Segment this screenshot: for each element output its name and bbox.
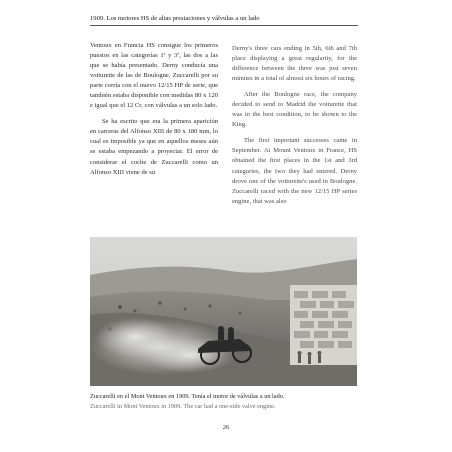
photo-illustration: [90, 237, 357, 386]
english-paragraph-1: Derny's three cars ending in 5th, 6th and 7th place displaying a great regularity, for the difference between the three was just seven minutes in a total of almost six hours of racing.: [232, 45, 357, 83]
english-paragraph-2: After the Boulogne race, the company decided to send to Madrid the voiturette that was in the best condition, to be shown to the King.: [232, 91, 357, 129]
english-paragraph-3: The first important successes came in September. At Mount Ventoux in France, HS obtained the first places in the 1st and 3rd categories, the two they had entered. Derny drove one of the voiturette's used in Boulogne. Zuccarelli raced with the new 12/15 HP series engine, that was also: [232, 137, 357, 205]
running-header: 1909. Los motores HS de altas prestaciones y válvulas a un lado: [90, 14, 358, 26]
page-number: 26: [222, 424, 230, 431]
spanish-paragraph-2: Se ha escrito que era la primera aparición en carreras del Alfonso XIII de 80 x 180 mm, lo cual es imposible ya que en aquellos meses aún se estaba empezando a proyectar. El error de considerar el coche de Zuccarelli como un Alfonso XIII viene de su: [90, 118, 218, 176]
vintage-race-car-photo: [90, 237, 357, 386]
english-text-column: [232, 44, 357, 207]
photo-caption-spanish: Zuccarelli en el Mont Ventoux en 1909. Tenía el motor de válvulas a un lado.: [90, 393, 285, 400]
spanish-text-column: [90, 41, 218, 178]
photo-caption-english: Zuccarelli in Mont Ventoux in 1909. The car had a one-side valve engine.: [90, 403, 276, 410]
spanish-paragraph-1: Ventoux en Francia HS consigue los primeros puestos en las categorías 1ª y 3ª, las dos a las que se había presentado. Derny conducía una voiturette de las de Boulogne. Zuccarelli por su parte corría con el nuevo 12/15 HP de serie, que también estaba disponible con medidas 80 x 120 e igual que el 12 Cr, con válvulas a un solo lado.: [90, 42, 218, 110]
